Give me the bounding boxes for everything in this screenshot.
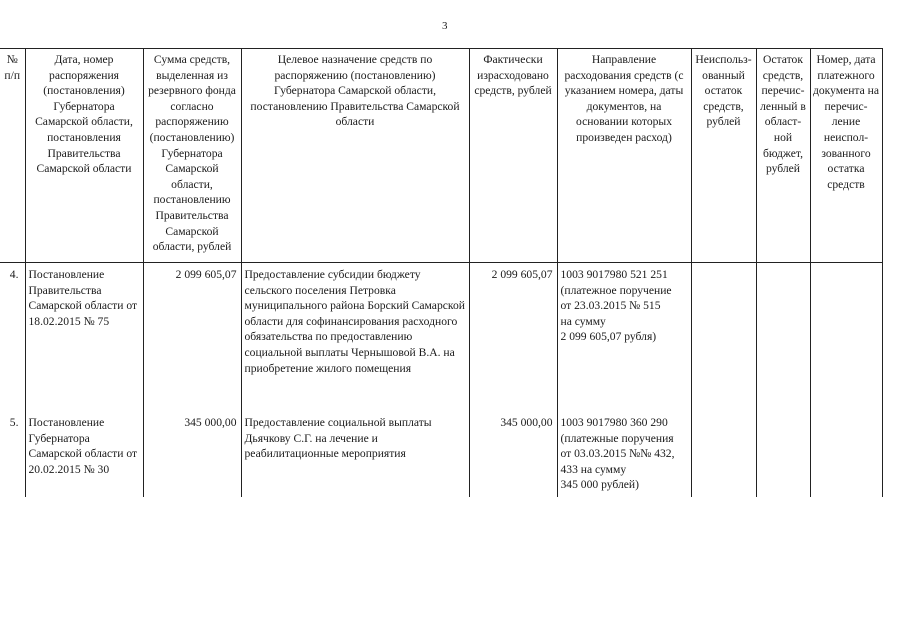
row-document: Постановление Губернатора Самарской области от 20.02.2015 № 30 — [25, 413, 143, 497]
row-spent: 2 099 605,07 — [469, 263, 557, 414]
header-allocated: Сумма средств, выделенная из резервного фонда согласно распоряжению (постановлению) Губернатора Самарской области, постановлению Правительства Самарской области, рублей — [143, 49, 241, 263]
row-document: Постановление Правительства Самарской области от 18.02.2015 № 75 — [25, 263, 143, 414]
row-purpose: Предоставление социальной выплаты Дьячкову С.Г. на лечение и реабилитационные мероприятия — [241, 413, 469, 497]
row-purpose: Предоставление субсидии бюджету сельского поселения Петровка муниципального района Борский Самарской области для софинансирования расходного обязательства по предоставлению социальной выплаты Чернышовой В.А. на приобретение жилого помещения — [241, 263, 469, 414]
row-spent: 345 000,00 — [469, 413, 557, 497]
row-direction: 1003 9017980 360 290 (платежные поручения от 03.03.2015 №№ 432, 433 на сумму 345 000 рублей) — [557, 413, 691, 497]
table-row — [0, 263, 882, 414]
header-number: № п/п — [0, 49, 25, 263]
row-direction: 1003 9017980 521 251 (платежное поручение от 23.03.2015 № 515 на сумму 2 099 605,07 рубля) — [557, 263, 691, 414]
row-allocated: 345 000,00 — [143, 413, 241, 497]
row-returned — [756, 413, 810, 497]
page-number: 3 — [442, 20, 448, 32]
row-allocated: 2 099 605,07 — [143, 263, 241, 414]
table-header-row — [0, 49, 882, 263]
expenditure-table — [0, 48, 883, 497]
row-payment-doc — [810, 263, 882, 414]
row-unused — [691, 263, 756, 414]
header-payment-doc: Номер, дата платежного документа на перечис-ление неиспол-зованного остатка средств — [810, 49, 882, 263]
header-purpose: Целевое назначение средств по распоряжению (постановлению) Губернатора Самарской области, постановлению Правительства Самарской области — [241, 49, 469, 263]
row-returned — [756, 263, 810, 414]
row-payment-doc — [810, 413, 882, 497]
header-returned: Остаток средств, перечис-ленный в област-ной бюджет, рублей — [756, 49, 810, 263]
row-number: 4. — [0, 263, 25, 414]
header-spent: Фактически израсходовано средств, рублей — [469, 49, 557, 263]
header-document: Дата, номер распоряжения (постановления) Губернатора Самарской области, постановления Правительства Самарской области — [25, 49, 143, 263]
table-row — [0, 413, 882, 497]
header-direction: Направление расходования средств (с указанием номера, даты документов, на основании которых произведен расход) — [557, 49, 691, 263]
row-unused — [691, 413, 756, 497]
header-unused: Неиспольз-ованный остаток средств, рублей — [691, 49, 756, 263]
row-number: 5. — [0, 413, 25, 497]
